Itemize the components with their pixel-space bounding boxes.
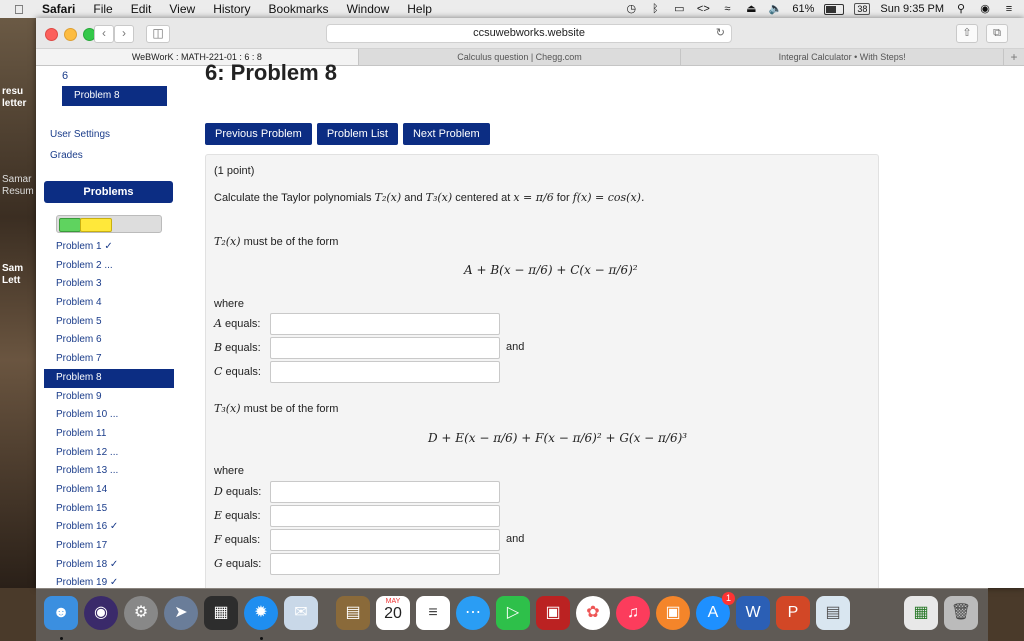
word-icon[interactable]: W: [736, 596, 770, 630]
progress-attempted: [80, 218, 112, 232]
menu-clock[interactable]: Sun 9:35 PM: [880, 3, 944, 15]
problem-list-button[interactable]: Problem List: [317, 123, 398, 145]
tab-integral-calculator[interactable]: Integral Calculator • With Steps!: [681, 49, 1004, 65]
t2-form-label: must be of the form: [243, 236, 339, 248]
problem-box: [205, 154, 879, 596]
problem-list: [44, 238, 174, 612]
tab-bar: [36, 49, 1024, 66]
menu-bookmarks[interactable]: Bookmarks: [268, 2, 329, 16]
statement-mid: centered at: [455, 192, 511, 204]
menu-history[interactable]: History: [213, 2, 251, 16]
menu-file[interactable]: File: [93, 2, 113, 16]
b-answer-input[interactable]: [270, 337, 500, 359]
g-answer-input[interactable]: [270, 553, 500, 575]
main-content: [201, 60, 1024, 588]
photo-booth-icon[interactable]: ▣: [536, 596, 570, 630]
trash-icon[interactable]: 🗑: [944, 596, 978, 630]
facetime-icon[interactable]: ▷: [496, 596, 530, 630]
problem-list-item[interactable]: Problem 10 ...: [56, 409, 119, 421]
airplay-icon[interactable]: ▭: [674, 3, 685, 15]
problem-nav: [205, 123, 490, 145]
f-label: F equals:: [214, 533, 261, 546]
share-button[interactable]: ⇧: [956, 24, 978, 43]
desktop-label[interactable]: Samar: [2, 174, 32, 185]
problem-list-item[interactable]: Problem 6: [56, 334, 102, 346]
mission-control-icon[interactable]: ▦: [204, 596, 238, 630]
menu-app-name[interactable]: Safari: [42, 2, 76, 16]
statement-center: x = π/6: [513, 191, 554, 204]
statement-pre: Calculate the Taylor polynomials: [214, 192, 372, 204]
battery-percent: 61%: [792, 3, 815, 15]
powerpoint-icon[interactable]: P: [776, 596, 810, 630]
system-preferences-icon[interactable]: ⚙: [124, 596, 158, 630]
statement-and: and: [404, 192, 423, 204]
address-text: ccsuwebworks.website: [473, 27, 585, 39]
problem-list-item[interactable]: Problem 19 ✓: [56, 577, 119, 589]
a-answer-input[interactable]: [270, 313, 500, 335]
bluetooth-icon[interactable]: ᛒ: [652, 3, 659, 15]
menu-bar: [0, 0, 1024, 19]
finder-icon[interactable]: ☻: [44, 596, 78, 630]
desktop-label[interactable]: Sam: [2, 263, 24, 274]
tab-overview-button[interactable]: ⧉: [986, 24, 1008, 43]
back-button[interactable]: ‹: [94, 25, 114, 43]
f-answer-input[interactable]: [270, 529, 500, 551]
browser-toolbar: [36, 18, 1024, 49]
menu-help[interactable]: Help: [407, 2, 432, 16]
address-bar[interactable]: [326, 24, 732, 43]
problem-list-item[interactable]: Problem 12 ...: [56, 446, 119, 458]
status-area: [624, 0, 1016, 18]
sidebar-grades[interactable]: Grades: [50, 150, 83, 161]
safari-window: [36, 18, 1024, 588]
d-label: D equals:: [214, 485, 262, 498]
wifi-icon[interactable]: ≈: [724, 3, 731, 15]
desktop-label[interactable]: Resum: [2, 186, 34, 197]
mail-icon[interactable]: ✉: [284, 596, 318, 630]
menu-view[interactable]: View: [169, 2, 196, 16]
problem-list-item[interactable]: Problem 8: [44, 369, 174, 388]
problem-list-item[interactable]: Problem 4: [56, 297, 102, 309]
t2-expression: A + B(x − π/6) + C(x − π/6)²: [464, 263, 638, 277]
t2-symbol: T₂(x): [214, 235, 241, 248]
calendar-month: MAY: [385, 598, 401, 605]
e-label: E equals:: [214, 509, 261, 522]
t3-symbol: T₃(x): [214, 402, 241, 415]
code-icon[interactable]: <>: [696, 3, 710, 15]
problem-list-item[interactable]: Problem 11: [56, 427, 107, 439]
sidebar-user-settings[interactable]: User Settings: [50, 129, 111, 140]
and-label: and: [506, 533, 525, 545]
g-label: G equals:: [214, 557, 262, 570]
e-answer-input[interactable]: [270, 505, 500, 527]
eject-icon[interactable]: ⏏: [746, 3, 757, 15]
running-indicator: [260, 637, 263, 640]
siri-icon[interactable]: ◉: [84, 596, 118, 630]
statement-t2: T₂(x): [374, 191, 402, 204]
apple-icon[interactable]: [14, 2, 28, 17]
menu-window[interactable]: Window: [346, 2, 390, 16]
calendar-icon[interactable]: [376, 596, 410, 630]
t3-form-line: [214, 402, 338, 415]
itunes-icon[interactable]: ♫: [616, 596, 650, 630]
running-indicator: [60, 637, 63, 640]
problem-statement: [214, 191, 644, 204]
dock: [36, 588, 988, 641]
a-label: A equals:: [214, 317, 261, 330]
volume-icon[interactable]: 🔈: [768, 3, 783, 15]
problem-list-item[interactable]: Problem 16 ✓: [56, 521, 119, 533]
statement-t3: T₃(x): [425, 191, 453, 204]
problem-list-item[interactable]: Problem 2 ...: [56, 259, 113, 271]
points-label: (1 point): [214, 165, 255, 177]
tab-chegg[interactable]: Calculus question | Chegg.com: [359, 49, 682, 65]
notes-book-icon[interactable]: ▤: [336, 596, 370, 630]
spotlight-icon[interactable]: ⚲: [956, 3, 966, 15]
forward-button[interactable]: ›: [114, 25, 134, 43]
where-label: where: [214, 298, 244, 310]
statement-function: f(x) = cos(x).: [572, 191, 645, 204]
c-answer-input[interactable]: [270, 361, 500, 383]
page-title: 6: Problem 8: [205, 60, 338, 85]
d-answer-input[interactable]: [270, 481, 500, 503]
problem-list-item[interactable]: Problem 3: [56, 278, 102, 290]
progress-correct: [59, 218, 81, 232]
where-label: where: [214, 465, 244, 477]
time-machine-icon[interactable]: ◷: [626, 3, 637, 15]
desktop-label[interactable]: Lett: [2, 275, 21, 286]
battery-icon[interactable]: [824, 4, 844, 15]
calendar-day: 20: [384, 605, 402, 622]
siri-icon[interactable]: ◉: [980, 3, 990, 15]
and-label: and: [506, 341, 525, 353]
problem-list-item[interactable]: Problem 5: [56, 315, 102, 327]
t3-expression: D + E(x − π/6) + F(x − π/6)² + G(x − π/6)³: [428, 431, 688, 445]
t3-form-label: must be of the form: [243, 403, 339, 415]
problem-list-item[interactable]: Problem 15: [56, 502, 108, 514]
t2-form-line: [214, 235, 338, 248]
notification-center-icon[interactable]: ≡: [1005, 3, 1013, 15]
progress-bar: [56, 215, 162, 233]
problem-list-item[interactable]: Problem 14: [56, 483, 108, 495]
photos-icon[interactable]: ✿: [576, 596, 610, 630]
sidebar-set-link[interactable]: 6: [62, 70, 69, 82]
problem-list-item[interactable]: Problem 1 ✓: [56, 241, 113, 252]
problem-list-item[interactable]: Problem 17: [56, 540, 108, 551]
desktop-label[interactable]: resu: [2, 86, 24, 97]
ibooks-icon[interactable]: ▣: [656, 596, 690, 630]
reminders-icon[interactable]: ≡: [416, 596, 450, 630]
app-store-badge: 1: [722, 592, 735, 605]
next-problem-button[interactable]: Next Problem: [403, 123, 490, 145]
launchpad-icon[interactable]: ➤: [164, 596, 198, 630]
messages-icon[interactable]: ⋯: [456, 596, 490, 630]
excel-file-icon[interactable]: ▦: [904, 596, 938, 630]
desktop-file-labels: [0, 18, 36, 588]
previous-problem-button[interactable]: Previous Problem: [205, 123, 312, 145]
safari-icon[interactable]: ✹: [244, 596, 278, 630]
webwork-page: [36, 60, 1024, 589]
problem-list-item[interactable]: Problem 9: [56, 390, 102, 402]
problem-list-item[interactable]: Problem 13 ...: [56, 465, 119, 477]
preview-icon[interactable]: ▤: [816, 596, 850, 630]
problem-list-item[interactable]: Problem 18 ✓: [56, 558, 119, 570]
sidebar-toggle-button[interactable]: ◫: [146, 25, 170, 43]
new-tab-button[interactable]: +: [1010, 50, 1018, 64]
calendar-badge[interactable]: 38: [854, 3, 870, 15]
minimize-window-button[interactable]: [64, 28, 77, 41]
sidebar-current-problem[interactable]: Problem 8: [62, 86, 167, 106]
b-label: B equals:: [214, 341, 261, 354]
app-store-icon[interactable]: A: [696, 596, 730, 630]
problems-heading: Problems: [44, 181, 173, 203]
problem-list-item[interactable]: Problem 7: [56, 353, 102, 365]
sidebar: [36, 66, 186, 588]
tab-webwork[interactable]: WeBWorK : MATH-221-01 : 6 : 8: [36, 49, 359, 65]
desktop-label[interactable]: letter: [2, 98, 27, 109]
menu-edit[interactable]: Edit: [130, 2, 152, 16]
c-label: C equals:: [214, 365, 261, 378]
reload-icon[interactable]: ↻: [715, 27, 725, 39]
close-window-button[interactable]: [45, 28, 58, 41]
statement-for: for: [556, 192, 570, 204]
